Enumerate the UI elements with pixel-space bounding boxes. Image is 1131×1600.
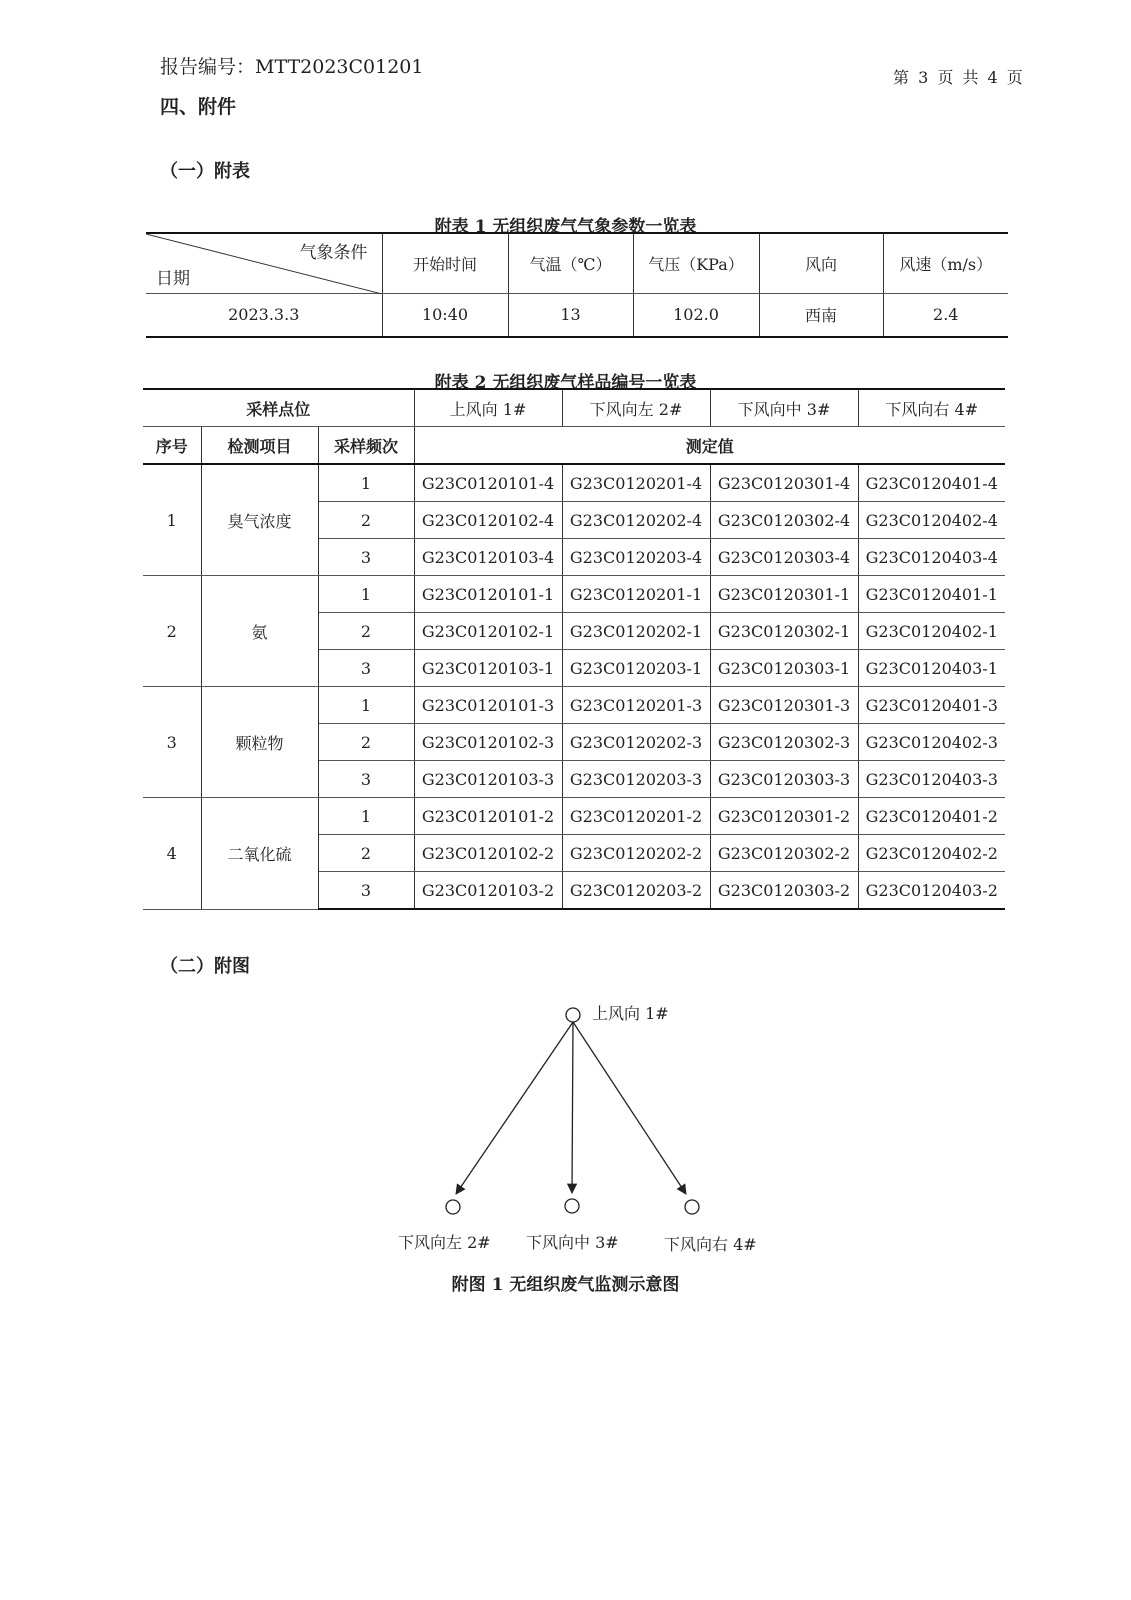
sample-code: G23C0120103-2 bbox=[414, 872, 562, 910]
table-cell: 2.4 bbox=[883, 293, 1008, 337]
sample-code: G23C0120101-1 bbox=[414, 576, 562, 613]
table-cell: 西南 bbox=[759, 293, 883, 337]
item-number: 4 bbox=[143, 798, 201, 910]
sample-code: G23C0120401-1 bbox=[858, 576, 1005, 613]
sample-code: G23C0120302-4 bbox=[710, 502, 858, 539]
sample-code: G23C0120202-1 bbox=[562, 613, 710, 650]
sample-code: G23C0120302-3 bbox=[710, 724, 858, 761]
sampling-frequency: 2 bbox=[318, 613, 414, 650]
sampling-frequency: 2 bbox=[318, 502, 414, 539]
point-header: 下风向右 4# bbox=[858, 389, 1005, 427]
columns-header-row bbox=[143, 427, 1005, 465]
sample-code: G23C0120102-3 bbox=[414, 724, 562, 761]
col-measured-header: 测定值 bbox=[414, 427, 1005, 465]
sample-code: G23C0120301-4 bbox=[710, 464, 858, 502]
date-cell: 2023.3.3 bbox=[146, 293, 382, 337]
col-header: 气温（℃） bbox=[508, 233, 633, 293]
arrow-to-left bbox=[456, 1022, 573, 1194]
sample-code: G23C0120202-3 bbox=[562, 724, 710, 761]
sample-code: G23C0120303-3 bbox=[710, 761, 858, 798]
test-item: 氨 bbox=[201, 576, 318, 687]
sampling-frequency: 3 bbox=[318, 539, 414, 576]
sample-code: G23C0120401-4 bbox=[858, 464, 1005, 502]
table-row bbox=[143, 798, 1005, 835]
col-freq-header: 采样频次 bbox=[318, 427, 414, 465]
label-down-left: 下风向左 2# bbox=[398, 1233, 491, 1252]
sampling-points-label: 采样点位 bbox=[143, 389, 414, 427]
sample-code: G23C0120402-4 bbox=[858, 502, 1005, 539]
table-row bbox=[143, 687, 1005, 724]
sample-code: G23C0120402-1 bbox=[858, 613, 1005, 650]
sample-code: G23C0120302-1 bbox=[710, 613, 858, 650]
subsection-figures-title: （二）附图 bbox=[160, 956, 250, 977]
diag-top-label: 气象条件 bbox=[299, 243, 368, 263]
sample-code-table bbox=[143, 388, 1005, 910]
label-down-right: 下风向右 4# bbox=[664, 1235, 757, 1254]
label-upwind: 上风向 1# bbox=[592, 1004, 669, 1023]
table2-caption: 附表 2 无组织废气样品编号一览表 bbox=[434, 373, 697, 393]
sample-code: G23C0120403-3 bbox=[858, 761, 1005, 798]
sample-code: G23C0120103-4 bbox=[414, 539, 562, 576]
col-header: 风向 bbox=[759, 233, 883, 293]
table-cell: 13 bbox=[508, 293, 633, 337]
col-item-header: 检测项目 bbox=[201, 427, 318, 465]
sample-code: G23C0120401-2 bbox=[858, 798, 1005, 835]
sample-code: G23C0120203-4 bbox=[562, 539, 710, 576]
subsection-tables-title: （一）附表 bbox=[160, 161, 250, 182]
point-header: 下风向左 2# bbox=[562, 389, 710, 427]
sample-code: G23C0120102-1 bbox=[414, 613, 562, 650]
point-header: 下风向中 3# bbox=[710, 389, 858, 427]
weather-data-row bbox=[146, 293, 1008, 337]
arrow-to-right bbox=[573, 1022, 686, 1194]
test-item: 臭气浓度 bbox=[201, 464, 318, 576]
sample-code: G23C0120403-1 bbox=[858, 650, 1005, 687]
diag-bottom-label: 日期 bbox=[156, 268, 190, 289]
sample-code: G23C0120202-2 bbox=[562, 835, 710, 872]
col-header: 气压（KPa） bbox=[633, 233, 759, 293]
col-no-header: 序号 bbox=[143, 427, 201, 465]
weather-table bbox=[146, 232, 1008, 338]
sample-code: G23C0120103-3 bbox=[414, 761, 562, 798]
sample-code: G23C0120303-1 bbox=[710, 650, 858, 687]
col-header: 风速（m/s） bbox=[883, 233, 1008, 293]
table-cell: 102.0 bbox=[633, 293, 759, 337]
sample-code: G23C0120402-3 bbox=[858, 724, 1005, 761]
node-down-left bbox=[446, 1200, 460, 1214]
sampling-frequency: 1 bbox=[318, 798, 414, 835]
sampling-frequency: 1 bbox=[318, 464, 414, 502]
page-number: 第 3 页 共 4 页 bbox=[893, 68, 1025, 87]
table1-caption: 附表 1 无组织废气气象参数一览表 bbox=[434, 217, 697, 237]
sample-code: G23C0120201-3 bbox=[562, 687, 710, 724]
node-down-right bbox=[685, 1200, 699, 1214]
sample-code: G23C0120203-3 bbox=[562, 761, 710, 798]
test-item: 二氧化硫 bbox=[201, 798, 318, 910]
sample-code: G23C0120101-3 bbox=[414, 687, 562, 724]
sample-code: G23C0120302-2 bbox=[710, 835, 858, 872]
sampling-frequency: 1 bbox=[318, 576, 414, 613]
table-row bbox=[143, 464, 1005, 502]
sampling-frequency: 3 bbox=[318, 761, 414, 798]
label-down-mid: 下风向中 3# bbox=[526, 1233, 619, 1252]
sample-code: G23C0120203-1 bbox=[562, 650, 710, 687]
sample-code: G23C0120201-1 bbox=[562, 576, 710, 613]
sample-code: G23C0120102-2 bbox=[414, 835, 562, 872]
table-cell: 10:40 bbox=[382, 293, 508, 337]
sample-code: G23C0120102-4 bbox=[414, 502, 562, 539]
sample-code: G23C0120403-2 bbox=[858, 872, 1005, 910]
points-header-row bbox=[143, 389, 1005, 427]
sample-code: G23C0120103-1 bbox=[414, 650, 562, 687]
sample-code: G23C0120203-2 bbox=[562, 872, 710, 910]
item-number: 1 bbox=[143, 464, 201, 576]
sample-code: G23C0120201-4 bbox=[562, 464, 710, 502]
point-header: 上风向 1# bbox=[414, 389, 562, 427]
figure1-caption: 附图 1 无组织废气监测示意图 bbox=[451, 1275, 680, 1295]
node-upwind bbox=[566, 1008, 580, 1022]
item-number: 3 bbox=[143, 687, 201, 798]
sample-code: G23C0120401-3 bbox=[858, 687, 1005, 724]
sample-rows bbox=[143, 464, 1005, 909]
sample-code: G23C0120201-2 bbox=[562, 798, 710, 835]
sampling-frequency: 3 bbox=[318, 872, 414, 910]
sample-code: G23C0120303-2 bbox=[710, 872, 858, 910]
weather-header-row bbox=[146, 233, 1008, 293]
monitoring-diagram bbox=[380, 995, 740, 1225]
sampling-frequency: 1 bbox=[318, 687, 414, 724]
col-header: 开始时间 bbox=[382, 233, 508, 293]
report-number: 报告编号：MTT2023C01201 bbox=[160, 56, 424, 78]
section-title: 四、附件 bbox=[160, 96, 237, 118]
arrow-to-mid bbox=[572, 1022, 573, 1193]
node-down-mid bbox=[565, 1199, 579, 1213]
sample-code: G23C0120301-3 bbox=[710, 687, 858, 724]
item-number: 2 bbox=[143, 576, 201, 687]
sample-code: G23C0120303-4 bbox=[710, 539, 858, 576]
table-row bbox=[143, 576, 1005, 613]
sample-code: G23C0120301-1 bbox=[710, 576, 858, 613]
diagonal-header-cell bbox=[146, 233, 382, 293]
test-item: 颗粒物 bbox=[201, 687, 318, 798]
sample-code: G23C0120402-2 bbox=[858, 835, 1005, 872]
sample-code: G23C0120101-4 bbox=[414, 464, 562, 502]
sample-code: G23C0120301-2 bbox=[710, 798, 858, 835]
sampling-frequency: 3 bbox=[318, 650, 414, 687]
sampling-frequency: 2 bbox=[318, 835, 414, 872]
sample-code: G23C0120403-4 bbox=[858, 539, 1005, 576]
sample-code: G23C0120101-2 bbox=[414, 798, 562, 835]
sampling-frequency: 2 bbox=[318, 724, 414, 761]
sample-code: G23C0120202-4 bbox=[562, 502, 710, 539]
